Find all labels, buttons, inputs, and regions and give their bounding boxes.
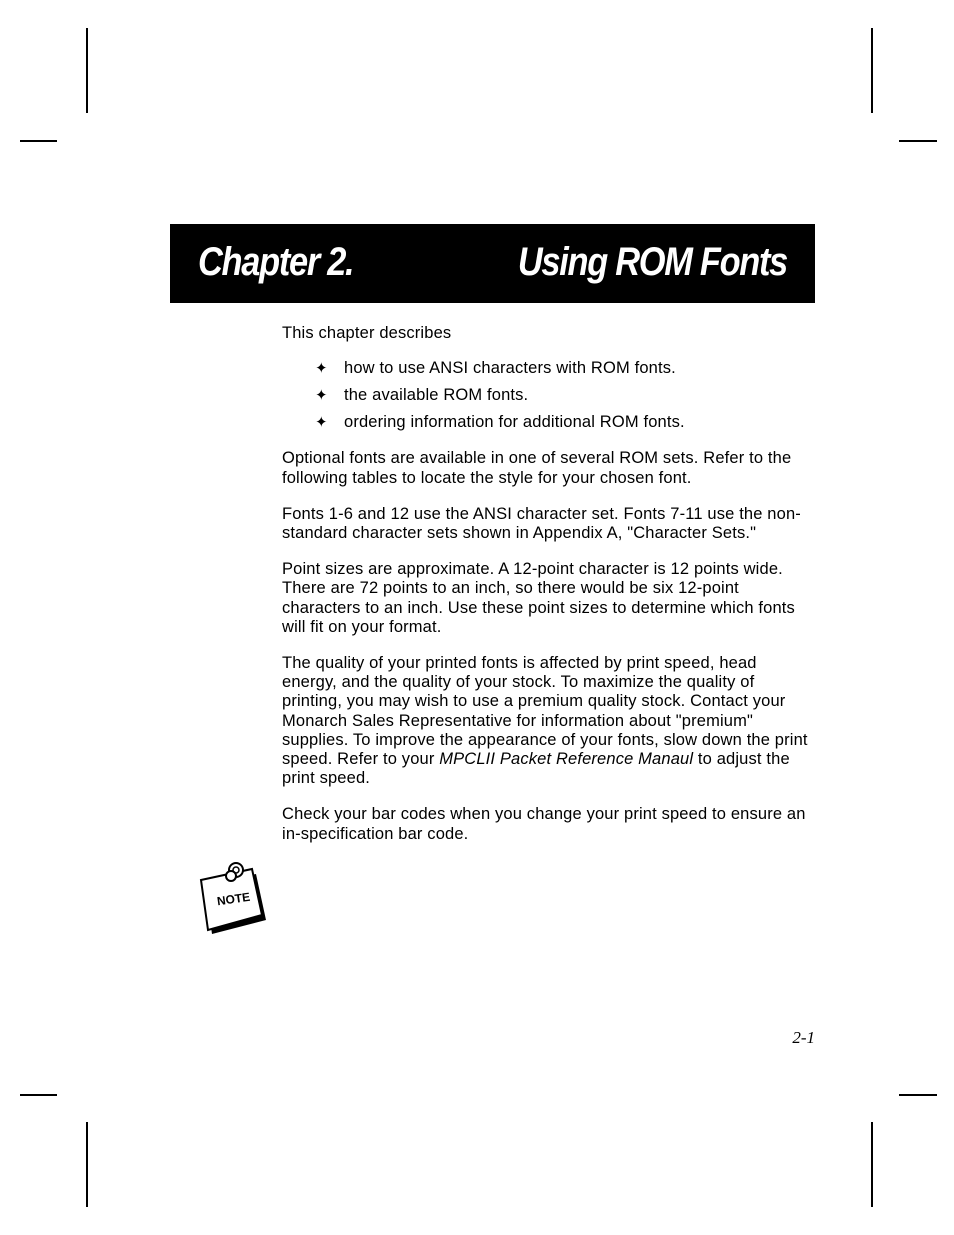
bullet-star-icon: ✦ <box>315 414 328 432</box>
chapter-title: Using ROM Fonts <box>517 240 787 284</box>
list-item-text: ordering information for additional ROM fonts. <box>344 413 685 432</box>
list-item <box>282 413 814 432</box>
list-item-text: how to use ANSI characters with ROM fonts. <box>344 359 676 378</box>
print-quality-text-end: to adjust the print speed. <box>282 750 790 788</box>
crop-mark-top-left-horizontal <box>20 140 57 142</box>
character-sets-paragraph: Fonts 1-6 and 12 use the ANSI character set. Fonts 7-11 use the non-standard character sets shown in Appendix A, "Character Sets." <box>282 504 801 543</box>
list-item <box>282 359 814 378</box>
bullet-star-icon: ✦ <box>315 360 328 378</box>
crop-mark-bottom-right-vertical <box>871 1122 873 1207</box>
crop-mark-top-left-vertical <box>86 28 88 113</box>
crop-mark-top-right-vertical <box>871 28 873 113</box>
note-icon-label: NOTE <box>216 889 252 909</box>
page-number: 2-1 <box>792 1028 815 1047</box>
chapter-body <box>282 324 814 861</box>
bullet-star-icon: ✦ <box>315 387 328 405</box>
list-item-text: the available ROM fonts. <box>344 386 529 405</box>
crop-mark-top-right-horizontal <box>899 140 937 142</box>
print-quality-paragraph <box>282 654 814 788</box>
list-item <box>282 386 814 405</box>
optional-fonts-paragraph: Optional fonts are available in one of several ROM sets. Refer to the following tables to locate the style for your chosen font. <box>282 449 792 487</box>
print-quality-text-start: The quality of your printed fonts is affected by print speed, head energy, and the quality of your stock. To maximize the quality of printing, you may wish to use a premium quality stock. Contact your Monarch Sales Representative for information about "premium" supplies. To improve the appearance of your fonts, slow down the print speed. Refer to your <box>282 654 808 769</box>
note-icon <box>196 860 268 938</box>
chapter-heading-bar <box>170 224 815 303</box>
chapter-number: Chapter 2. <box>198 240 354 284</box>
crop-mark-bottom-left-horizontal <box>20 1094 57 1096</box>
point-sizes-paragraph: Point sizes are approximate. A 12-point character is 12 points wide. There are 72 points to an inch, so there would be six 12-point characters to an inch. Use these point sizes to determine which fonts will fit on your format. <box>282 560 795 636</box>
manual-reference: MPCLII Packet Reference Manaul <box>439 750 694 769</box>
crop-mark-bottom-left-vertical <box>86 1122 88 1207</box>
intro-text: This chapter describes <box>282 324 452 342</box>
note-text: Check your bar codes when you change your print speed to ensure an in-specification bar code. <box>282 805 806 843</box>
topic-list <box>282 359 814 432</box>
crop-mark-bottom-right-horizontal <box>899 1094 937 1096</box>
